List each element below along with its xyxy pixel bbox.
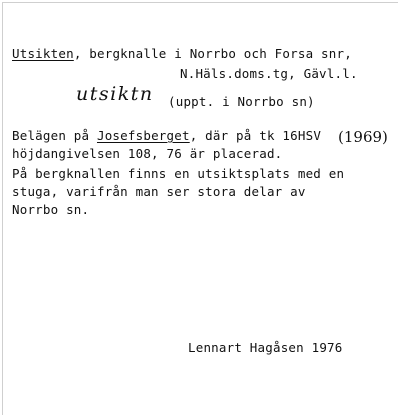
card-border-left bbox=[2, 2, 3, 415]
body-line-1 bbox=[12, 128, 321, 143]
handwritten-note: (uppt. i Norrbo sn) bbox=[168, 94, 315, 109]
heading-text: , bergknalle i Norrbo och Forsa snr, bbox=[73, 46, 352, 61]
body-line-3: På bergknallen finns en utsiktsplats med en bbox=[12, 166, 345, 181]
heading-line-2: N.Häls.doms.tg, Gävl.l. bbox=[180, 66, 358, 81]
heading-line-1 bbox=[12, 46, 352, 61]
body-line-1-suffix: , där på tk 16HSV bbox=[189, 128, 322, 143]
card-border-top bbox=[2, 2, 398, 3]
signature: Lennart Hagåsen 1976 bbox=[188, 340, 343, 355]
handwritten-year: (1969) bbox=[338, 128, 388, 146]
location-name: Josefsberget bbox=[96, 128, 190, 143]
place-name: Utsikten bbox=[12, 46, 74, 61]
handwritten-form: utsiktn bbox=[76, 83, 154, 105]
body-line-4: stuga, varifrån man ser stora delar av bbox=[12, 184, 306, 199]
body-line-2: höjdangivelsen 108, 76 är placerad. bbox=[12, 146, 283, 161]
body-line-5: Norrbo sn. bbox=[12, 202, 90, 217]
body-line-1-prefix: Belägen på bbox=[12, 128, 97, 143]
